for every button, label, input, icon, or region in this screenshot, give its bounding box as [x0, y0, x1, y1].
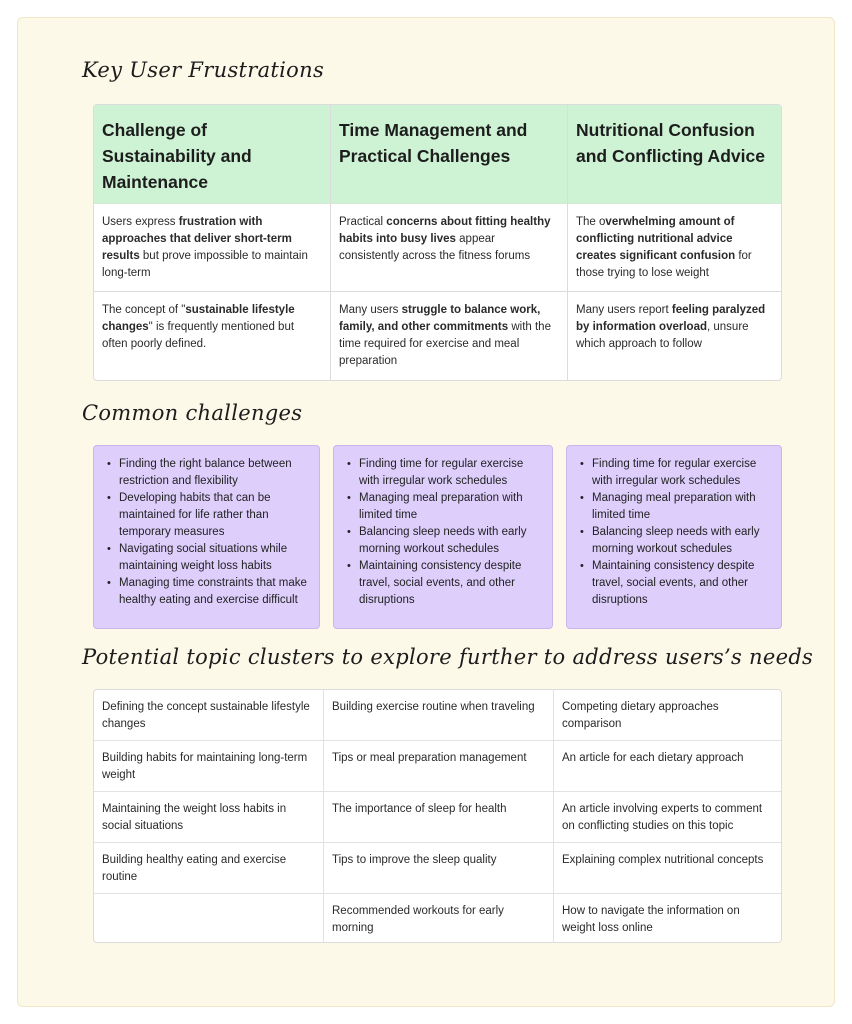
topic-cell [94, 894, 323, 943]
challenge-item: • Managing time constraints that make healthy eating and exercise difficult [102, 575, 309, 609]
topic-cell: How to navigate the information on weight loss online [553, 894, 782, 943]
topic-cell: Tips or meal preparation management [323, 741, 553, 791]
topic-cell: Competing dietary approaches comparison [553, 690, 782, 741]
challenge-item: • Managing meal preparation with limited time [575, 490, 771, 524]
topic-cell: Building habits for maintaining long-term weight [102, 752, 308, 781]
topic-clusters-table [93, 689, 782, 943]
topic-cell: Tips to improve the sleep quality [323, 843, 553, 893]
frustration-header: Nutritional Confusion and Conflicting Advice [568, 105, 782, 204]
topic-cell: Building healthy eating and exercise routine [102, 854, 287, 883]
frustration-column [330, 105, 567, 380]
topic-cell: The importance of sleep for health [323, 792, 553, 842]
challenge-item: • Navigating social situations while maintaining weight loss habits [102, 541, 309, 575]
challenge-card[interactable] [93, 445, 320, 629]
frustrations-table [93, 104, 782, 381]
challenge-card[interactable] [333, 445, 553, 629]
challenge-item: • Finding the right balance between restriction and flexibility [102, 456, 309, 490]
challenge-list [342, 456, 542, 609]
key-frustrations-heading: Key User Frustrations [82, 58, 325, 82]
topic-row [94, 842, 781, 893]
frustration-header: Time Management and Practical Challenges [331, 105, 567, 204]
frustration-cell: The overwhelming amount of conflicting nutritional advice creates significant confusion for those trying to lose weight [568, 204, 782, 292]
frustration-cell: The concept of "sustainable lifestyle changes" is frequently mentioned but often poorly defined. [102, 304, 295, 350]
challenge-item: • Managing meal preparation with limited time [342, 490, 542, 524]
frustration-cell: Users express frustration with approaches that deliver short-term results but prove impossible to maintain long-term [94, 204, 330, 292]
topic-cell: An article involving experts to comment on conflicting studies on this topic [553, 792, 782, 842]
topic-cell: Explaining complex nutritional concepts [553, 843, 782, 893]
topic-cell: Maintaining the weight loss habits in social situations [102, 803, 287, 832]
challenge-list [575, 456, 771, 609]
challenge-item: • Finding time for regular exercise with irregular work schedules [575, 456, 771, 490]
topic-row [94, 791, 781, 842]
challenge-item: • Maintaining consistency despite travel, social events, and other disruptions [342, 558, 542, 609]
topic-cell: Recommended workouts for early morning [323, 894, 553, 943]
frustration-cell: Many users struggle to balance work, family, and other commitments with the time required for exercise and meal preparation [339, 304, 551, 367]
challenge-card[interactable] [566, 445, 782, 629]
challenge-item: • Balancing sleep needs with early morning workout schedules [342, 524, 542, 558]
frustration-cell: Practical concerns about fitting healthy habits into busy lives appear consistently across the fitness forums [331, 204, 567, 292]
challenge-item: • Developing habits that can be maintained for life rather than temporary measures [102, 490, 309, 541]
frustration-column [94, 105, 330, 380]
topic-clusters-heading: Potential topic clusters to explore further to address users’s needs [82, 645, 814, 669]
frustration-cell: Many users report feeling paralyzed by information overload, unsure which approach to follow [576, 304, 766, 350]
topic-cell: Building exercise routine when traveling [323, 690, 553, 741]
challenge-list [102, 456, 309, 609]
frustration-header: Challenge of Sustainability and Maintenance [94, 105, 330, 204]
topic-row [94, 740, 781, 791]
common-challenges-heading: Common challenges [82, 401, 303, 425]
topic-cell: An article for each dietary approach [553, 741, 782, 791]
challenge-item: • Balancing sleep needs with early morning workout schedules [575, 524, 771, 558]
frustration-column [567, 105, 782, 380]
topic-row [94, 690, 781, 741]
topic-cell: Defining the concept sustainable lifestyle changes [102, 701, 310, 730]
challenge-item: • Finding time for regular exercise with irregular work schedules [342, 456, 542, 490]
challenge-item: • Maintaining consistency despite travel, social events, and other disruptions [575, 558, 771, 609]
topic-row [94, 893, 781, 943]
